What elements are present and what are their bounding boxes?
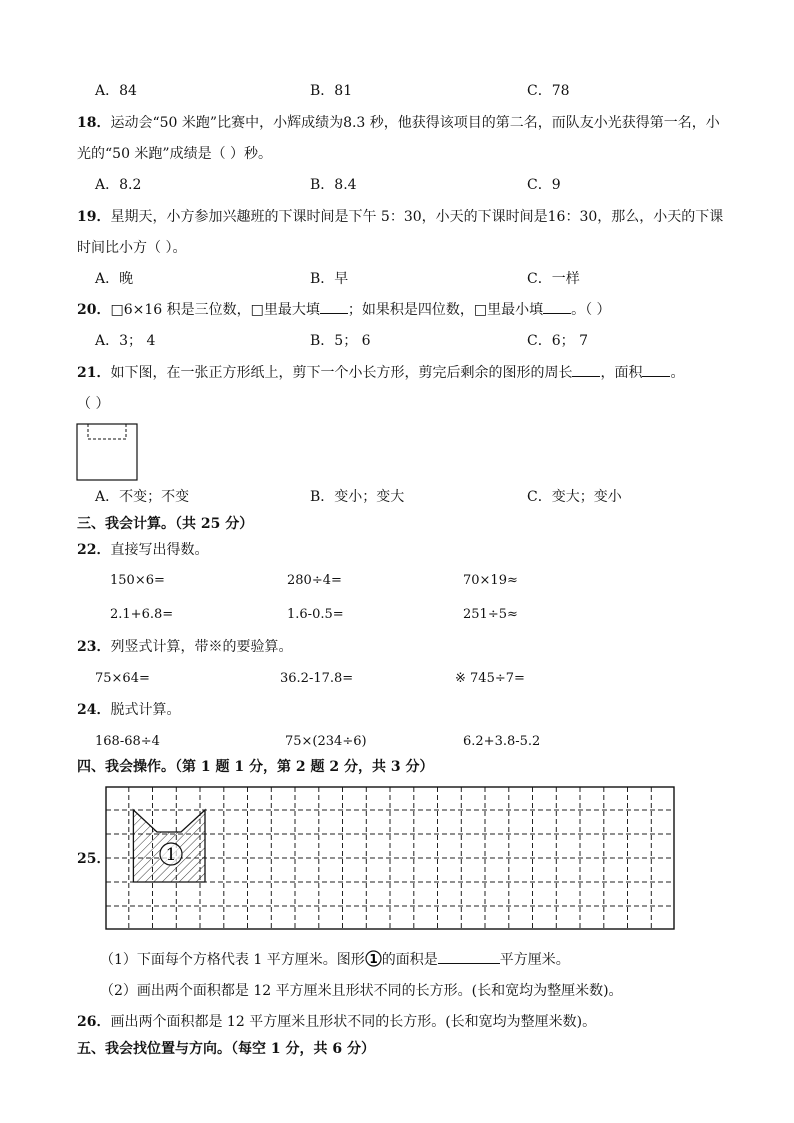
question-number: 19． bbox=[77, 209, 111, 225]
q18-option-b: B．8.4 bbox=[310, 177, 357, 193]
q20-option-a: A．3； 4 bbox=[95, 333, 156, 349]
q19-option-a: A．晚 bbox=[95, 271, 134, 287]
calc-item: 280÷4= bbox=[287, 573, 342, 588]
q18-option-a: A．8.2 bbox=[95, 177, 142, 193]
calc-item: 70×19≈ bbox=[463, 573, 518, 588]
answer-blank[interactable] bbox=[543, 301, 571, 314]
question-number: 24． bbox=[77, 702, 111, 718]
question-text-b: ；如果积是四位数，□里最小填 bbox=[347, 302, 544, 318]
q17-option-b: B．81 bbox=[310, 83, 353, 99]
q19-option-b: B．早 bbox=[310, 271, 349, 287]
calc-item: 251÷5≈ bbox=[463, 607, 518, 622]
calc-item: ※ 745÷7= bbox=[455, 671, 525, 686]
calc-item: 6.2+3.8-5.2 bbox=[463, 734, 541, 749]
sub1-text-a: （1）下面每个方格代表 1 平方厘米。图形 bbox=[100, 952, 365, 968]
question-text: 直接写出得数。 bbox=[110, 542, 209, 558]
sub1-text-c: 平方厘米。 bbox=[499, 952, 570, 968]
question-number: 22． bbox=[77, 542, 111, 558]
question-21 bbox=[77, 364, 684, 382]
section-5-title: 五、我会找位置与方向。（每空 1 分，共 6 分） bbox=[77, 1041, 375, 1057]
q20-option-b: B．5； 6 bbox=[310, 333, 371, 349]
question-number: 21． bbox=[77, 365, 111, 381]
question-text-b: ，面积 bbox=[600, 365, 643, 381]
q17-option-a: A．84 bbox=[95, 83, 137, 99]
q20-option-c: C．6； 7 bbox=[527, 333, 588, 349]
question-24 bbox=[77, 701, 180, 719]
calc-item: 168-68÷4 bbox=[95, 734, 160, 749]
question-18-line2: 光的“50 米跑”成绩是（ ）秒。 bbox=[77, 146, 273, 162]
calc-item: 75×64= bbox=[95, 671, 150, 686]
question-23 bbox=[77, 638, 292, 656]
calc-item: 2.1+6.8= bbox=[110, 607, 174, 622]
calc-item: 36.2-17.8= bbox=[280, 671, 354, 686]
answer-blank[interactable] bbox=[320, 301, 348, 314]
answer-blank[interactable] bbox=[438, 951, 500, 964]
question-20 bbox=[77, 301, 611, 319]
question-text-c: 。 bbox=[670, 365, 685, 381]
square-grid[interactable] bbox=[105, 786, 677, 932]
sub1-text-b: 的面积是 bbox=[381, 952, 438, 968]
q21-option-b: B．变小；变大 bbox=[310, 489, 405, 505]
q19-option-c: C．一样 bbox=[527, 271, 580, 287]
question-25-number: 25． bbox=[77, 851, 111, 867]
question-19-line2: 时间比小方（ ）。 bbox=[77, 240, 187, 256]
section-3-title: 三、我会计算。（共 25 分） bbox=[77, 516, 254, 532]
question-26 bbox=[77, 1013, 596, 1031]
question-text-c: 。（ ） bbox=[571, 302, 611, 318]
section-4-title: 四、我会操作。（第 1 题 1 分，第 2 题 2 分，共 3 分） bbox=[77, 759, 434, 775]
question-text: 星期天，小方参加兴趣班的下课时间是下午 5：30，小天的下课时间是16：30，那么，小天的下课 bbox=[110, 209, 724, 225]
question-number: 26． bbox=[77, 1014, 111, 1030]
cut-square-figure bbox=[76, 423, 138, 481]
question-text-a: 如下图，在一张正方形纸上，剪下一个小长方形，剪完后剩余的图形的周长 bbox=[110, 365, 573, 381]
q21-option-a: A．不变；不变 bbox=[95, 489, 190, 505]
question-text: 画出两个面积都是 12 平方厘米且形状不同的长方形。(长和宽均为整厘米数)。 bbox=[110, 1014, 597, 1030]
circled-1-label: 1 bbox=[369, 952, 378, 966]
calc-item: 1.6-0.5= bbox=[287, 607, 344, 622]
calc-item: 75×(234÷6) bbox=[285, 734, 367, 749]
circled-1-icon bbox=[365, 950, 382, 967]
q25-sub1 bbox=[100, 950, 570, 969]
question-22 bbox=[77, 541, 208, 559]
q18-option-c: C．9 bbox=[527, 177, 561, 193]
answer-blank[interactable] bbox=[642, 364, 670, 377]
shape-1-label: 1 bbox=[165, 845, 177, 865]
question-19-line1 bbox=[77, 208, 723, 226]
question-number: 18． bbox=[77, 115, 111, 131]
q25-sub2: （2）画出两个面积都是 12 平方厘米且形状不同的长方形。(长和宽均为整厘米数)。 bbox=[100, 983, 623, 999]
question-number: 23． bbox=[77, 639, 111, 655]
question-21-paren: （ ） bbox=[77, 396, 110, 412]
q17-option-c: C．78 bbox=[527, 83, 570, 99]
question-number: 20． bbox=[77, 302, 111, 318]
q21-option-c: C．变大；变小 bbox=[527, 489, 622, 505]
question-text-a: □6×16 积是三位数，□里最大填 bbox=[110, 302, 320, 318]
question-18-line1 bbox=[77, 114, 720, 132]
question-text: 运动会“50 米跑”比赛中，小辉成绩为8.3 秒，他获得该项目的第二名，而队友小光获得第一名，小 bbox=[110, 115, 720, 131]
question-text: 列竖式计算，带※的要验算。 bbox=[110, 639, 293, 655]
question-text: 脱式计算。 bbox=[110, 702, 181, 718]
calc-item: 150×6= bbox=[110, 573, 165, 588]
answer-blank[interactable] bbox=[572, 364, 600, 377]
